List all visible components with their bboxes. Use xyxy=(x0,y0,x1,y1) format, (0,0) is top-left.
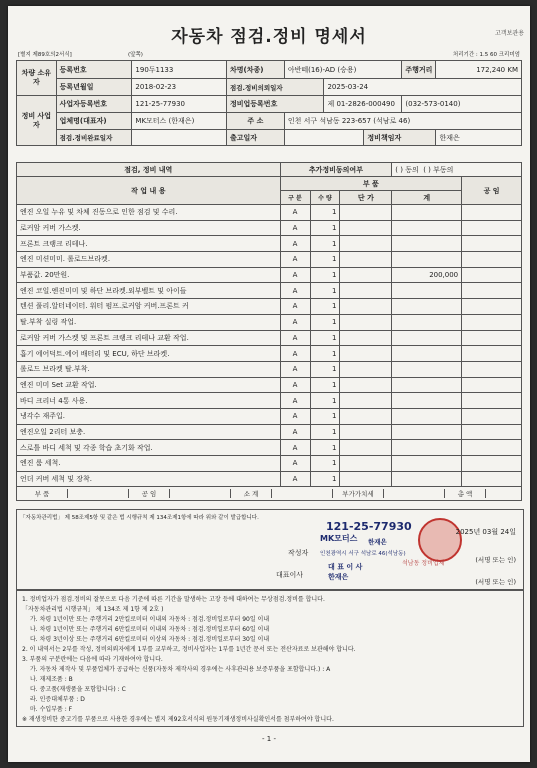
work-type: A xyxy=(280,205,310,221)
note-line: 마. 수입부품 : F xyxy=(30,706,73,713)
work-desc: 텐션 풀리.알터네이터. 워터 펌프.로커암 커버.프론트 커 xyxy=(17,299,281,315)
work-type: A xyxy=(280,440,310,456)
delivery-date-value xyxy=(284,130,364,146)
shop-name-value: MK모터스 (한재은) xyxy=(132,113,227,130)
work-total xyxy=(392,252,462,268)
handwritten-name: 한재은 xyxy=(368,538,387,546)
complete-date-label: 점검.정비완료일자 xyxy=(56,130,132,146)
document-title: 자동차 점검.정비 명세서 xyxy=(171,27,367,47)
work-unit-price xyxy=(340,267,392,283)
work-qty: 1 xyxy=(310,299,340,315)
parts-total-value xyxy=(68,489,129,498)
mileage-value: 172,240 KM xyxy=(436,61,522,79)
details-label: 점검, 정비 내역 xyxy=(17,163,281,177)
work-total xyxy=(392,330,462,346)
work-qty: 1 xyxy=(310,424,340,440)
work-row xyxy=(17,408,522,424)
note-line: 다. 중고품(재생품을 포함합니다) : C xyxy=(30,686,126,693)
shop-group-label: 정비 사업자 xyxy=(17,96,57,146)
work-unit-price xyxy=(340,346,392,362)
work-qty: 1 xyxy=(310,220,340,236)
work-type: A xyxy=(280,471,310,487)
request-date-value: 2025-03-24 xyxy=(324,79,522,96)
shop-reg-label: 정비업등록번호 xyxy=(227,96,324,113)
work-row xyxy=(17,220,522,236)
work-qty: 1 xyxy=(310,252,340,268)
unit-price-header: 단 가 xyxy=(340,191,392,205)
handwritten-shop-name: MK모터스 xyxy=(320,534,358,543)
work-desc: 엔진 미미 Set 교환 작업. xyxy=(17,377,281,393)
note-line: 나. 재제조품 : B xyxy=(30,676,73,683)
work-labor xyxy=(462,330,522,346)
work-qty: 1 xyxy=(310,361,340,377)
work-total xyxy=(392,361,462,377)
work-desc: 부품값. 20만원. xyxy=(17,267,281,283)
work-type: A xyxy=(280,424,310,440)
work-labor xyxy=(462,440,522,456)
work-desc: 엔진 미션미미. 롤로드브라켓. xyxy=(17,252,281,268)
work-desc: 엔진 룸 세척. xyxy=(17,456,281,472)
work-qty: 1 xyxy=(310,283,340,299)
note-line: 가. 자동차 제작사 및 부품업체가 공급하는 신품(자동차 제작사의 경우에는 사후관리용 보증부품을 포함합니다.) : A xyxy=(30,666,331,673)
work-unit-price xyxy=(340,471,392,487)
work-row xyxy=(17,424,522,440)
biz-no-value: 121-25-77930 xyxy=(132,96,227,113)
biz-no-label: 사업자등록번호 xyxy=(56,96,132,113)
work-row xyxy=(17,299,522,315)
work-total xyxy=(392,424,462,440)
work-total xyxy=(392,393,462,409)
work-total xyxy=(392,236,462,252)
manager-label: 정비책임자 xyxy=(364,130,436,146)
owner-group-label: 차량 소유자 xyxy=(17,61,57,96)
company-seal xyxy=(418,518,462,562)
extra-work-consent xyxy=(392,163,522,177)
work-qty: 1 xyxy=(310,330,340,346)
work-labor xyxy=(462,220,522,236)
work-total xyxy=(392,220,462,236)
work-labor xyxy=(462,252,522,268)
note-line: 2. 이 내역서는 2부를 작성, 정비의뢰자에게 1부를 교부하고, 정비사업자는 1부를 1년간 문서 또는 전산자료로 보관해야 합니다. xyxy=(22,646,356,653)
labor-total-label: 공 임 xyxy=(129,489,170,498)
grand-total-label: 총 액 xyxy=(445,489,486,498)
work-labor xyxy=(462,314,522,330)
request-date-label: 점검.정비의뢰일자 xyxy=(227,79,324,96)
work-desc: 냉각수 재주입. xyxy=(17,408,281,424)
work-unit-price xyxy=(340,330,392,346)
work-total xyxy=(392,299,462,315)
work-desc: 흡기 에어덕트.에어 배터리 및 ECU, 하단 브라켓. xyxy=(17,346,281,362)
work-row xyxy=(17,377,522,393)
work-total xyxy=(392,205,462,221)
subtotal-value xyxy=(272,489,333,498)
work-type: A xyxy=(280,361,310,377)
shop-phone: (032-573-0140) xyxy=(402,96,522,113)
work-unit-price xyxy=(340,440,392,456)
work-labor xyxy=(462,205,522,221)
work-desc: 프론트 크랭크 리테나. xyxy=(17,236,281,252)
totals-row xyxy=(17,487,522,501)
disagree-option: ( ) 부동의 xyxy=(423,165,454,174)
work-unit-price xyxy=(340,408,392,424)
work-desc: 로커암 커버 가스켓 및 프론트 크랭크 리테나 교환 작업. xyxy=(17,330,281,346)
work-unit-price xyxy=(340,314,392,330)
work-type: A xyxy=(280,283,310,299)
form-page-label: (앞쪽) xyxy=(128,52,143,58)
invoice-document xyxy=(8,6,530,762)
work-row xyxy=(17,471,522,487)
work-row xyxy=(17,314,522,330)
qty-header: 수 량 xyxy=(310,191,340,205)
handwritten-address: 인천광역시 서구 석남로 46(석남동) xyxy=(320,551,406,557)
work-row xyxy=(17,236,522,252)
work-labor xyxy=(462,299,522,315)
work-total xyxy=(392,283,462,299)
work-desc: 언더 커버 세척 및 장착. xyxy=(17,471,281,487)
work-qty: 1 xyxy=(310,314,340,330)
red-stamp-text: 석남동 정비업체 xyxy=(402,560,445,567)
vat-label: 부가가치세 xyxy=(333,489,384,498)
law-statement: 「자동차관리법」 제 58조제5항 및 같은 법 시행규칙 제 134조제1항에 따라 위와 같이 발급합니다. xyxy=(20,515,259,521)
work-labor xyxy=(462,361,522,377)
page-number: - 1 - xyxy=(262,735,276,743)
work-desc: 스로틀 바디 세척 및 각종 학습 초기화 작업. xyxy=(17,440,281,456)
form-number: [별지 제89호의2서식] xyxy=(18,52,72,58)
rep-sign-hint: (서명 또는 인) xyxy=(475,578,516,586)
complete-date-value xyxy=(132,130,227,146)
work-total xyxy=(392,456,462,472)
work-type: A xyxy=(280,408,310,424)
work-type: A xyxy=(280,330,310,346)
work-desc: 롤로드 브라켓 탈.부착. xyxy=(17,361,281,377)
note-line: 1. 정비업자가 점검.정비의 잘못으로 다음 기준에 따른 기간을 말생하는 고장 등에 대하여는 무상점검.정비를 합니다. xyxy=(22,596,325,603)
work-row xyxy=(17,252,522,268)
work-labor xyxy=(462,267,522,283)
copy-label: 고객보관용 xyxy=(495,30,524,37)
reg-no-label: 등록번호 xyxy=(56,61,132,79)
work-qty: 1 xyxy=(310,408,340,424)
address-label: 주 소 xyxy=(227,113,285,130)
model-value: 아반떼(16)-AD (승용) xyxy=(284,61,402,79)
work-labor xyxy=(462,408,522,424)
reg-date-value: 2018-02-23 xyxy=(132,79,227,96)
work-row xyxy=(17,267,522,283)
work-unit-price xyxy=(340,220,392,236)
work-table xyxy=(16,162,522,501)
work-type: A xyxy=(280,252,310,268)
work-labor xyxy=(462,346,522,362)
work-row xyxy=(17,440,522,456)
work-labor xyxy=(462,456,522,472)
work-qty: 1 xyxy=(310,440,340,456)
note-line: 나. 차령 1년이만 또는 주행거리 6만킬로미터 이내의 자동차 : 점검.정비일로부터 60일 이내 xyxy=(30,626,270,633)
work-type: A xyxy=(280,314,310,330)
work-unit-price xyxy=(340,236,392,252)
work-unit-price xyxy=(340,456,392,472)
vat-value xyxy=(384,489,445,498)
work-total xyxy=(392,346,462,362)
work-qty: 1 xyxy=(310,393,340,409)
labor-header: 공 임 xyxy=(462,177,522,205)
note-line: 가. 차령 1년이만 또는 주행거리 2만킬로미터 이내의 자동차 : 점검.정비일로부터 90일 이내 xyxy=(30,616,270,623)
work-labor xyxy=(462,471,522,487)
work-type: A xyxy=(280,220,310,236)
work-desc: 탈.부착 실링 작업. xyxy=(17,314,281,330)
reg-date-label: 등록년월일 xyxy=(56,79,132,96)
work-total xyxy=(392,408,462,424)
work-labor xyxy=(462,393,522,409)
note-line: 라. 인증대체부품 : D xyxy=(30,696,85,703)
work-desc: 로커암 커버 가스켓. xyxy=(17,220,281,236)
note-line: 3. 부품의 구분란에는 다음에 따라 기재하여야 합니다. xyxy=(22,656,163,663)
mileage-label: 주행거리 xyxy=(402,61,436,79)
work-labor xyxy=(462,377,522,393)
shop-reg-value: 제 01-2826-000490 xyxy=(324,96,402,113)
work-row xyxy=(17,346,522,362)
extra-work-label: 추가정비동의여부 xyxy=(280,163,392,177)
work-total xyxy=(392,471,462,487)
note-line: 다. 차령 3년이상 또는 주행거리 6만킬로미터 이상의 자동차 : 점검.정비일로부터 30일 이내 xyxy=(30,636,270,643)
work-labor xyxy=(462,424,522,440)
worker-label: 작성자 xyxy=(288,549,309,557)
delivery-date-label: 출고일자 xyxy=(227,130,285,146)
work-row xyxy=(17,393,522,409)
labor-total-value xyxy=(170,489,231,498)
shop-name-label: 업체명(대표자) xyxy=(56,113,132,130)
work-type: A xyxy=(280,346,310,362)
work-total: 200,000 xyxy=(392,267,462,283)
work-qty: 1 xyxy=(310,267,340,283)
issue-date: 2025년 03월 24일 xyxy=(455,528,516,536)
work-desc: 엔진오일 2리터 보충. xyxy=(17,424,281,440)
work-type: A xyxy=(280,267,310,283)
work-row xyxy=(17,456,522,472)
work-qty: 1 xyxy=(310,205,340,221)
total-header: 계 xyxy=(392,191,462,205)
work-labor xyxy=(462,236,522,252)
work-type: A xyxy=(280,393,310,409)
work-total xyxy=(392,377,462,393)
handwritten-ceo-name: 한재은 xyxy=(328,573,349,581)
subtotal-label: 소 계 xyxy=(231,489,272,498)
work-desc: 바디 크리너 4통 사용. xyxy=(17,393,281,409)
work-total xyxy=(392,440,462,456)
address-value: 인천 서구 석남동 223-657 (석남로 46) xyxy=(284,113,521,130)
info-table xyxy=(16,60,522,146)
work-desc: 엔진 오일 누유 및 차체 진동으로 인한 점검 및 수리. xyxy=(17,205,281,221)
manager-value: 한재은 xyxy=(436,130,522,146)
work-unit-price xyxy=(340,205,392,221)
work-content-header: 작 업 내 용 xyxy=(17,177,281,205)
work-qty: 1 xyxy=(310,236,340,252)
type-header: 구 분 xyxy=(280,191,310,205)
work-unit-price xyxy=(340,424,392,440)
work-unit-price xyxy=(340,283,392,299)
work-qty: 1 xyxy=(310,456,340,472)
work-type: A xyxy=(280,377,310,393)
agree-option: ( ) 동의 xyxy=(395,165,419,174)
work-type: A xyxy=(280,299,310,315)
work-row xyxy=(17,205,522,221)
work-unit-price xyxy=(340,252,392,268)
work-qty: 1 xyxy=(310,471,340,487)
work-desc: 엔진 코일.엔진미미 및 하단 브라켓.외부벨트 및 아이들 xyxy=(17,283,281,299)
work-unit-price xyxy=(340,393,392,409)
grand-total-value xyxy=(486,489,521,498)
handwritten-biz-no: 121-25-77930 xyxy=(326,520,412,533)
work-labor xyxy=(462,283,522,299)
work-row xyxy=(17,330,522,346)
work-unit-price xyxy=(340,377,392,393)
model-label: 차명(차종) xyxy=(227,61,285,79)
reg-no-value: 190두1133 xyxy=(132,61,227,79)
worker-sign-hint: (서명 또는 인) xyxy=(475,556,516,564)
processing-period: 처리기간 : 1.5 60 크리미엄 xyxy=(452,52,520,58)
note-line: 「자동차관리법 시행규칙」 제 134조 제 1항 제 2호 ) xyxy=(22,606,164,613)
work-total xyxy=(392,314,462,330)
work-type: A xyxy=(280,456,310,472)
work-qty: 1 xyxy=(310,377,340,393)
work-unit-price xyxy=(340,299,392,315)
work-row xyxy=(17,361,522,377)
parts-total-label: 부 품 xyxy=(17,489,68,498)
representative-label: 대표이사 xyxy=(276,571,304,579)
work-qty: 1 xyxy=(310,346,340,362)
work-type: A xyxy=(280,236,310,252)
work-unit-price xyxy=(340,361,392,377)
parts-header: 부 품 xyxy=(280,177,462,191)
note-line: ※ 재생정비한 중고기를 부품으로 사용한 경우에는 별지 제92호서식의 원동기재생정비사실확인서를 첨부하여야 합니다. xyxy=(22,716,334,723)
work-row xyxy=(17,283,522,299)
handwritten-ceo-title: 대 표 이 사 xyxy=(328,563,363,571)
